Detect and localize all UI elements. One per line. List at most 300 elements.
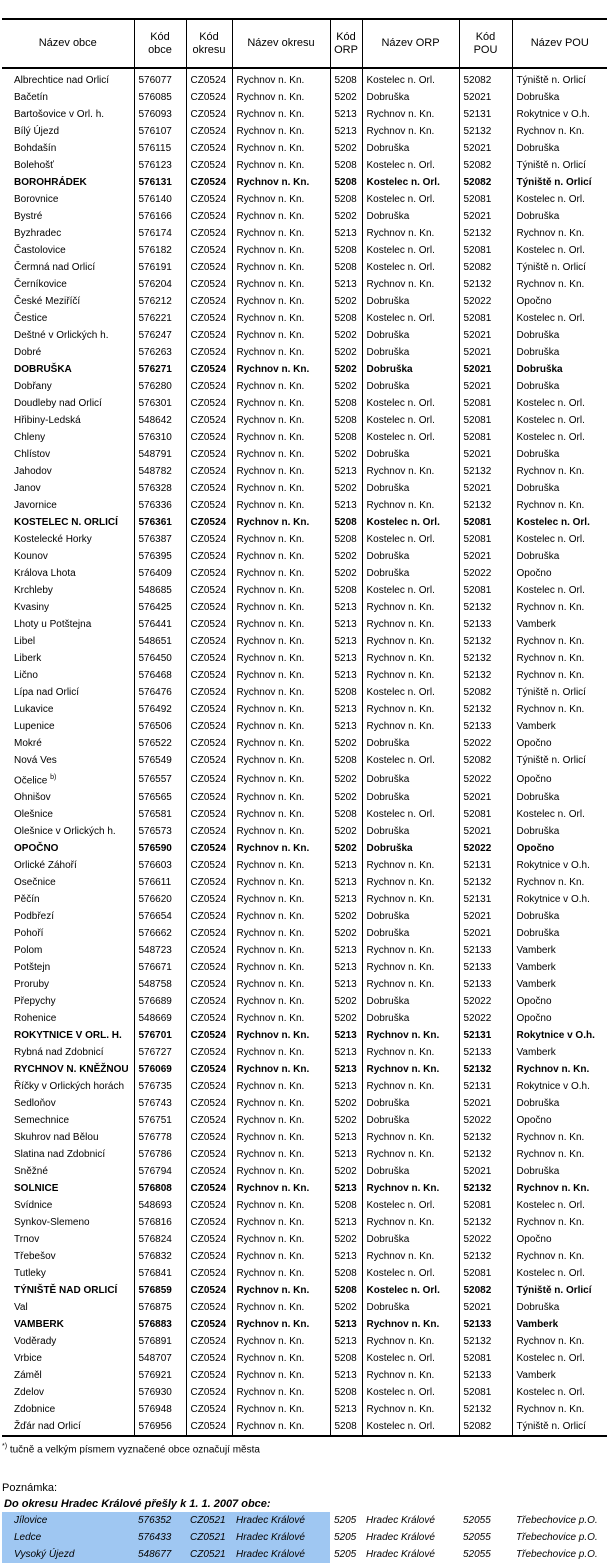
cell-nazev-pou — [512, 1129, 607, 1146]
cell-kod-orp-text: 5213 — [334, 1183, 357, 1195]
cell-nazev-orp — [362, 208, 459, 225]
cell-kod-orp-text: 5213 — [334, 1030, 357, 1042]
cell-nazev-orp-text: Rychnov n. Kn. — [366, 670, 435, 681]
table-row — [2, 891, 607, 908]
cell-kod-orp — [330, 959, 362, 976]
table-row — [2, 1384, 607, 1401]
cell-kod-okresu — [186, 942, 232, 959]
cell-kod-orp-text: 5202 — [334, 911, 357, 923]
cell-nazev-pou — [512, 327, 607, 344]
cell-nazev-obce-text: Synkov-Slemeno — [14, 1217, 90, 1229]
header-kod-okresu-line2: okresu — [192, 43, 226, 56]
cell-kod-orp — [330, 857, 362, 874]
cell-kod-okresu — [186, 1367, 232, 1384]
cell-kod-orp-text: 5202 — [334, 1234, 357, 1246]
table-row — [2, 531, 607, 548]
cell-nazev-pou — [512, 123, 607, 140]
cell-kod-okresu — [186, 68, 232, 89]
cell-kod-orp — [330, 1061, 362, 1078]
cell-nazev-orp — [362, 395, 459, 412]
cell-kod-pou — [459, 259, 512, 276]
cell-kod-orp-text: 5202 — [334, 330, 357, 341]
cell-kod-pou — [459, 327, 512, 344]
cell-nazev-okresu — [232, 548, 330, 565]
cell-kod-pou-text: 52021 — [463, 1098, 492, 1110]
cell-kod-obce-text: 576581 — [138, 809, 172, 821]
cell-kod-obce — [134, 344, 186, 361]
cell-nazev-okresu-text: Rychnov n. Kn. — [236, 670, 305, 681]
cell-nazev-pou-text: Dobruška — [516, 330, 560, 341]
cell-kod-pou — [459, 1384, 512, 1401]
cell-kod-orp-text: 5208 — [334, 415, 357, 426]
cell-kod-orp-text: 5208 — [334, 585, 357, 596]
cell-nazev-obce-text: Bartošovice v Orl. h. — [14, 109, 105, 120]
header-kod-pou — [459, 19, 512, 68]
cell-nazev-okresu — [232, 1010, 330, 1027]
cell-kod-pou — [459, 633, 512, 650]
table-row — [2, 1112, 607, 1129]
cell-nazev-pou-text: Týniště n. Orlicí — [516, 755, 586, 766]
cell-kod-obce-text: 548677 — [138, 1549, 172, 1560]
cell-kod-obce — [134, 823, 186, 840]
cell-nazev-obce — [2, 908, 134, 925]
cell-nazev-okresu — [232, 565, 330, 582]
cell-kod-okresu-text: CZ0524 — [190, 1013, 227, 1025]
header-nazev-okresu: Název okresu — [232, 19, 330, 68]
cell-nazev-orp-text: Kostelec n. Orl. — [366, 1285, 440, 1297]
cell-nazev-obce-text: OPOČNO — [14, 843, 59, 855]
cell-nazev-okresu — [232, 633, 330, 650]
cell-nazev-obce-text: Slatina nad Zdobnicí — [14, 1149, 106, 1161]
cell-nazev-orp-text: Rychnov n. Kn. — [366, 1251, 435, 1263]
cell-kod-pou-text: 52021 — [463, 551, 492, 562]
cell-kod-orp-text: 5213 — [334, 1081, 357, 1093]
cell-kod-obce-text: 576131 — [138, 177, 172, 188]
cell-nazev-okresu-text: Rychnov n. Kn. — [236, 585, 305, 596]
cell-kod-obce — [134, 1061, 186, 1078]
cell-kod-obce-text: 548782 — [138, 466, 172, 477]
table-row — [2, 1546, 607, 1563]
cell-nazev-okresu-text: Rychnov n. Kn. — [236, 1336, 305, 1348]
cell-kod-orp — [330, 259, 362, 276]
cell-nazev-okresu-text: Rychnov n. Kn. — [236, 228, 305, 239]
table-row — [2, 942, 607, 959]
cell-nazev-pou-text: Rychnov n. Kn. — [516, 877, 585, 889]
cell-kod-obce — [134, 959, 186, 976]
cell-kod-okresu — [186, 480, 232, 497]
table-row — [2, 412, 607, 429]
cell-kod-pou — [459, 361, 512, 378]
cell-nazev-pou-text: Třebechovice p.O. — [516, 1549, 598, 1560]
cell-nazev-okresu — [232, 531, 330, 548]
table-row — [2, 1248, 607, 1265]
cell-nazev-okresu-text: Rychnov n. Kn. — [236, 1353, 305, 1365]
cell-kod-orp-text: 5213 — [334, 653, 357, 664]
cell-nazev-obce-text: Borovnice — [14, 194, 59, 205]
cell-nazev-okresu-text: Hradec Králové — [236, 1549, 305, 1560]
cell-nazev-obce — [2, 1095, 134, 1112]
cell-kod-obce — [134, 942, 186, 959]
cell-kod-pou — [459, 976, 512, 993]
cell-nazev-pou — [512, 942, 607, 959]
cell-nazev-pou — [512, 701, 607, 718]
cell-kod-obce — [134, 1112, 186, 1129]
cell-kod-obce-text: 548758 — [138, 979, 172, 991]
cell-nazev-obce — [2, 1146, 134, 1163]
cell-kod-pou — [459, 752, 512, 769]
cell-nazev-okresu-text: Rychnov n. Kn. — [236, 1064, 310, 1076]
cell-kod-okresu-text: CZ0524 — [190, 483, 227, 494]
cell-kod-okresu — [186, 993, 232, 1010]
cell-nazev-okresu — [232, 1027, 330, 1044]
cell-kod-obce — [134, 140, 186, 157]
cell-nazev-obce — [2, 1061, 134, 1078]
cell-kod-orp — [330, 531, 362, 548]
cell-nazev-orp-text: Hradec Králové — [366, 1532, 435, 1543]
table-row — [2, 429, 607, 446]
cell-nazev-pou-text: Kostelec n. Orl. — [516, 1353, 585, 1365]
cell-kod-okresu — [186, 976, 232, 993]
cell-kod-pou-text: 52022 — [463, 1013, 492, 1025]
cell-nazev-obce — [2, 857, 134, 874]
cell-kod-obce-text: 576573 — [138, 826, 172, 838]
cell-kod-obce — [134, 1078, 186, 1095]
cell-kod-pou-text: 52021 — [463, 792, 492, 804]
cell-kod-pou — [459, 1316, 512, 1333]
cell-nazev-okresu-text: Rychnov n. Kn. — [236, 347, 305, 358]
cell-nazev-orp-text: Rychnov n. Kn. — [366, 109, 435, 120]
cell-nazev-pou-text: Rychnov n. Kn. — [516, 1132, 585, 1144]
cell-nazev-pou-text: Opočno — [516, 1115, 552, 1127]
moved-municipalities-title: Do okresu Hradec Králové přešly k 1. 1. 2007 obce: — [4, 1498, 271, 1510]
cell-kod-pou — [459, 1401, 512, 1418]
cell-nazev-obce-text: Voděrady — [14, 1336, 57, 1348]
cell-kod-orp — [330, 1299, 362, 1316]
cell-nazev-pou — [512, 1078, 607, 1095]
cell-kod-obce-text: 576816 — [138, 1217, 172, 1229]
cell-kod-obce — [134, 993, 186, 1010]
cell-nazev-pou — [512, 225, 607, 242]
cell-kod-obce — [134, 684, 186, 701]
cell-kod-okresu-text: CZ0524 — [190, 194, 227, 205]
cell-nazev-orp — [362, 123, 459, 140]
table-row — [2, 1180, 607, 1197]
cell-kod-orp — [330, 1095, 362, 1112]
cell-nazev-pou-text: Rokytnice v O.h. — [516, 109, 590, 120]
cell-kod-orp-text: 5208 — [334, 262, 357, 273]
cell-kod-obce — [134, 293, 186, 310]
cell-kod-okresu — [186, 412, 232, 429]
cell-nazev-obce — [2, 1214, 134, 1231]
cell-nazev-okresu — [232, 1146, 330, 1163]
header-nazev-orp: Název ORP — [362, 19, 459, 68]
cell-nazev-okresu — [232, 1401, 330, 1418]
cell-kod-pou-text: 52081 — [463, 313, 492, 324]
cell-nazev-okresu — [232, 1350, 330, 1367]
cell-nazev-okresu-text: Rychnov n. Kn. — [236, 826, 305, 838]
cell-nazev-okresu — [232, 891, 330, 908]
cell-kod-pou-text: 52082 — [463, 755, 492, 766]
cell-kod-okresu — [186, 344, 232, 361]
cell-kod-obce-text: 576395 — [138, 551, 172, 562]
cell-kod-obce — [134, 1163, 186, 1180]
cell-nazev-orp — [362, 1248, 459, 1265]
cell-kod-orp-text: 5202 — [334, 996, 357, 1008]
moved-table-body — [2, 1512, 607, 1563]
cell-kod-pou-text: 52021 — [463, 1166, 492, 1178]
cell-kod-pou-text: 52133 — [463, 1370, 492, 1382]
cell-kod-obce — [134, 891, 186, 908]
cell-nazev-orp — [362, 1367, 459, 1384]
cell-kod-obce — [134, 1316, 186, 1333]
cell-kod-orp — [330, 344, 362, 361]
cell-kod-pou — [459, 599, 512, 616]
cell-nazev-obce-text: Polom — [14, 945, 43, 957]
cell-kod-okresu — [186, 106, 232, 123]
cell-kod-obce-text: 576441 — [138, 619, 172, 630]
cell-kod-obce — [134, 582, 186, 599]
cell-nazev-pou — [512, 735, 607, 752]
cell-nazev-orp — [362, 599, 459, 616]
cell-nazev-obce — [2, 1248, 134, 1265]
cell-nazev-orp-text: Dobruška — [366, 1302, 410, 1314]
cell-nazev-okresu — [232, 327, 330, 344]
cell-kod-obce-text: 576611 — [138, 877, 172, 889]
cell-kod-obce-text: 576433 — [138, 1532, 172, 1543]
cell-kod-okresu-text: CZ0524 — [190, 585, 227, 596]
footnote-mark: *) — [2, 1443, 8, 1450]
cell-nazev-pou — [512, 806, 607, 823]
cell-kod-okresu — [186, 840, 232, 857]
cell-kod-pou — [459, 857, 512, 874]
cell-kod-okresu-text: CZ0524 — [190, 143, 227, 154]
cell-nazev-okresu — [232, 361, 330, 378]
cell-kod-pou-text: 52132 — [463, 653, 492, 664]
table-row — [2, 1418, 607, 1436]
cell-kod-orp — [330, 412, 362, 429]
cell-kod-okresu-text: CZ0524 — [190, 636, 227, 647]
table-row — [2, 1061, 607, 1078]
cell-nazev-orp-text: Rychnov n. Kn. — [366, 279, 435, 290]
cell-kod-pou-text: 52081 — [463, 1268, 492, 1280]
cell-kod-pou-text: 52132 — [463, 1217, 492, 1229]
cell-kod-pou — [459, 1010, 512, 1027]
table-row — [2, 242, 607, 259]
cell-kod-obce-text: 576182 — [138, 245, 172, 256]
cell-nazev-orp — [362, 157, 459, 174]
table-row — [2, 1044, 607, 1061]
table-row — [2, 1316, 607, 1333]
cell-nazev-obce-text: Hřibiny-Ledská — [14, 415, 81, 426]
cell-kod-okresu — [186, 225, 232, 242]
table-row — [2, 908, 607, 925]
cell-nazev-obce-text: Podbřezí — [14, 911, 55, 923]
cell-kod-okresu — [186, 1282, 232, 1299]
cell-nazev-obce-text: Kounov — [14, 551, 48, 562]
cell-kod-okresu — [186, 1214, 232, 1231]
cell-kod-okresu — [186, 1546, 232, 1563]
cell-nazev-pou — [512, 752, 607, 769]
cell-kod-okresu-text: CZ0524 — [190, 962, 227, 974]
cell-kod-pou-text: 52132 — [463, 1132, 492, 1144]
cell-kod-okresu-text: CZ0524 — [190, 1200, 227, 1212]
cell-kod-orp-text: 5213 — [334, 962, 357, 974]
cell-nazev-orp-text: Kostelec n. Orl. — [366, 75, 435, 86]
cell-kod-pou — [459, 874, 512, 891]
cell-kod-obce-text: 576794 — [138, 1166, 172, 1178]
cell-nazev-pou-text: Dobruška — [516, 792, 560, 804]
cell-kod-okresu-text: CZ0524 — [190, 1166, 227, 1178]
cell-nazev-pou — [512, 582, 607, 599]
table-row — [2, 874, 607, 891]
table-row — [2, 548, 607, 565]
cell-kod-orp-text: 5202 — [334, 364, 357, 375]
cell-kod-okresu — [186, 497, 232, 514]
cell-nazev-orp — [362, 684, 459, 701]
cell-nazev-orp — [362, 412, 459, 429]
cell-kod-orp — [330, 735, 362, 752]
cell-kod-okresu-text: CZ0524 — [190, 1234, 227, 1246]
note-label: Poznámka: — [2, 1482, 58, 1494]
cell-kod-pou — [459, 823, 512, 840]
cell-kod-orp-text: 5202 — [334, 773, 357, 785]
cell-kod-pou-text: 52133 — [463, 1047, 492, 1059]
cell-nazev-obce — [2, 582, 134, 599]
cell-nazev-pou — [512, 1299, 607, 1316]
cell-kod-obce-text: 576506 — [138, 721, 172, 732]
cell-kod-pou-text: 52131 — [463, 1081, 492, 1093]
table-row — [2, 361, 607, 378]
cell-kod-obce — [134, 1248, 186, 1265]
cell-kod-pou — [459, 497, 512, 514]
cell-nazev-okresu-text: Rychnov n. Kn. — [236, 534, 305, 545]
cell-kod-pou — [459, 1546, 512, 1563]
cell-kod-obce-text: 576077 — [138, 75, 172, 86]
cell-kod-orp-text: 5208 — [334, 75, 357, 86]
table-row — [2, 701, 607, 718]
cell-nazev-pou-text: Dobruška — [516, 143, 560, 154]
cell-kod-orp-text: 5213 — [334, 1132, 357, 1144]
cell-kod-obce-text: 576450 — [138, 653, 172, 664]
cell-kod-okresu-text: CZ0524 — [190, 534, 227, 545]
cell-kod-obce — [134, 769, 186, 789]
cell-nazev-okresu-text: Rychnov n. Kn. — [236, 296, 305, 307]
cell-nazev-pou — [512, 1384, 607, 1401]
cell-kod-pou — [459, 1027, 512, 1044]
cell-nazev-obce — [2, 531, 134, 548]
cell-kod-pou — [459, 1367, 512, 1384]
cell-kod-pou — [459, 1350, 512, 1367]
cell-kod-pou — [459, 276, 512, 293]
cell-kod-orp — [330, 1418, 362, 1436]
cell-nazev-orp-text: Rychnov n. Kn. — [366, 894, 435, 906]
cell-kod-obce — [134, 1197, 186, 1214]
cell-nazev-pou-text: Vamberk — [516, 962, 556, 974]
cell-kod-orp — [330, 565, 362, 582]
cell-kod-pou — [459, 378, 512, 395]
cell-nazev-orp — [362, 1350, 459, 1367]
cell-nazev-okresu — [232, 1529, 330, 1546]
cell-kod-pou-text: 52133 — [463, 619, 492, 630]
cell-kod-okresu-text: CZ0524 — [190, 1404, 227, 1416]
cell-nazev-okresu-text: Rychnov n. Kn. — [236, 262, 305, 273]
cell-nazev-okresu-text: Rychnov n. Kn. — [236, 1098, 305, 1110]
cell-kod-orp-text: 5213 — [334, 1370, 357, 1382]
cell-nazev-obce-text: Libel — [14, 636, 36, 647]
cell-nazev-okresu-text: Rychnov n. Kn. — [236, 773, 305, 785]
cell-kod-obce-text: 576352 — [138, 1515, 172, 1526]
cell-nazev-okresu-text: Rychnov n. Kn. — [236, 792, 305, 804]
cell-kod-pou-text: 52022 — [463, 296, 492, 307]
cell-kod-orp — [330, 1044, 362, 1061]
cell-kod-okresu — [186, 293, 232, 310]
cell-kod-orp — [330, 1010, 362, 1027]
cell-kod-pou-text: 52132 — [463, 602, 492, 613]
cell-kod-orp — [330, 157, 362, 174]
cell-kod-obce — [134, 1044, 186, 1061]
cell-kod-obce-text: 576310 — [138, 432, 172, 443]
cell-nazev-obce — [2, 344, 134, 361]
cell-kod-pou-text: 52022 — [463, 773, 492, 785]
cell-kod-obce — [134, 174, 186, 191]
header-kod-pou-line2: POU — [473, 43, 498, 56]
cell-nazev-orp-text: Kostelec n. Orl. — [366, 809, 435, 821]
cell-kod-pou-text: 52021 — [463, 92, 492, 103]
cell-nazev-pou — [512, 616, 607, 633]
cell-nazev-obce — [2, 123, 134, 140]
cell-kod-pou-text: 52132 — [463, 1064, 492, 1076]
table-row — [2, 68, 607, 89]
cell-nazev-okresu-text: Rychnov n. Kn. — [236, 211, 305, 222]
cell-nazev-obce-text: Jahodov — [14, 466, 52, 477]
cell-kod-pou-text: 52021 — [463, 364, 492, 375]
cell-kod-pou — [459, 480, 512, 497]
cell-nazev-pou-text: Kostelec n. Orl. — [516, 415, 585, 426]
cell-nazev-orp — [362, 806, 459, 823]
cell-nazev-okresu-text: Rychnov n. Kn. — [236, 738, 305, 749]
cell-kod-okresu-text: CZ0524 — [190, 1421, 227, 1433]
cell-kod-obce-text: 576204 — [138, 279, 172, 290]
cell-kod-okresu-text: CZ0524 — [190, 1370, 227, 1382]
cell-nazev-okresu-text: Rychnov n. Kn. — [236, 245, 305, 256]
cell-nazev-obce-text: Rohenice — [14, 1013, 57, 1025]
cell-nazev-okresu-text: Rychnov n. Kn. — [236, 843, 310, 855]
cell-nazev-pou — [512, 157, 607, 174]
cell-nazev-pou-text: Kostelec n. Orl. — [516, 809, 585, 821]
cell-kod-obce-text: 576336 — [138, 500, 172, 511]
cell-kod-pou — [459, 1333, 512, 1350]
cell-kod-orp — [330, 191, 362, 208]
cell-kod-pou-text: 52081 — [463, 245, 492, 256]
cell-kod-pou-text: 52132 — [463, 1149, 492, 1161]
cell-kod-pou — [459, 395, 512, 412]
cell-nazev-obce — [2, 1333, 134, 1350]
cell-kod-orp-text: 5213 — [334, 670, 357, 681]
cell-nazev-obce — [2, 1010, 134, 1027]
table-row — [2, 276, 607, 293]
cell-kod-orp — [330, 1384, 362, 1401]
cell-kod-okresu — [186, 1129, 232, 1146]
cell-kod-orp — [330, 806, 362, 823]
cell-nazev-obce-text: RYCHNOV N. KNĚŽNOU — [14, 1064, 129, 1076]
cell-nazev-orp — [362, 840, 459, 857]
cell-kod-orp-text: 5208 — [334, 160, 357, 171]
cell-nazev-obce-text: Chleny — [14, 432, 46, 443]
cell-nazev-okresu-text: Rychnov n. Kn. — [236, 483, 305, 494]
cell-kod-pou-text: 52022 — [463, 1234, 492, 1246]
cell-nazev-pou-text: Dobruška — [516, 1302, 560, 1314]
cell-nazev-obce-text: Lukavice — [14, 704, 54, 715]
